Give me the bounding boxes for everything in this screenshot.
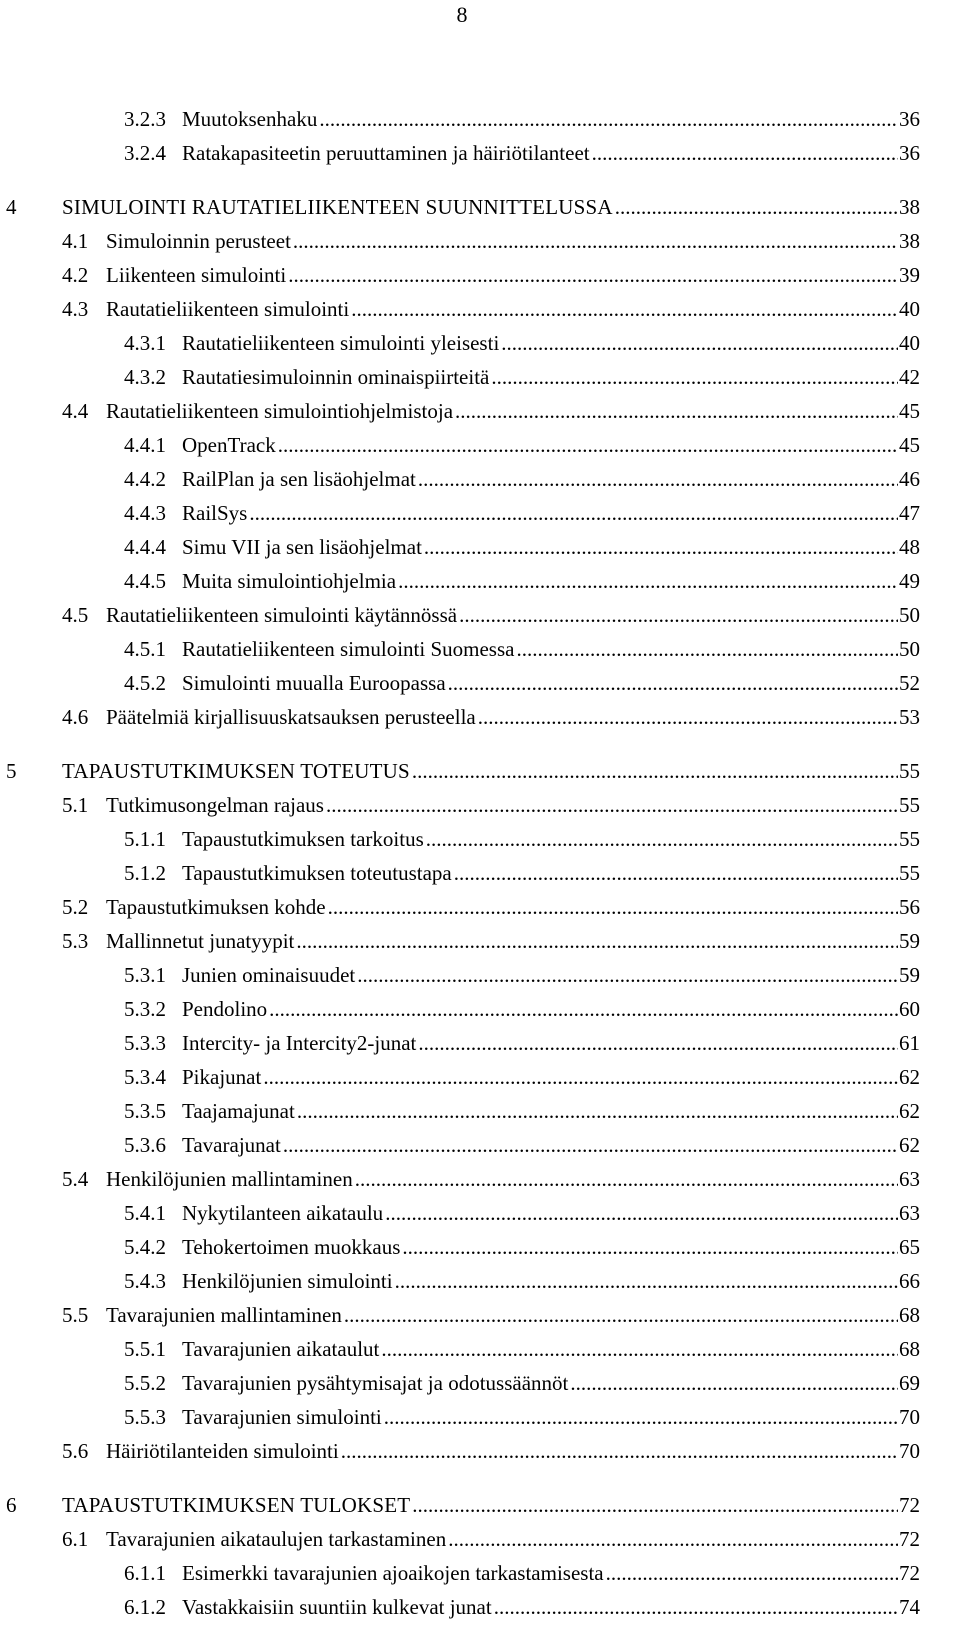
toc-entry-page[interactable]: 63: [898, 1164, 920, 1194]
dot-leader: [351, 294, 898, 324]
toc-entry-title[interactable]: Ratakapasiteetin peruuttaminen ja häiriötilanteet: [182, 138, 592, 168]
toc-entry-title[interactable]: Henkilöjunien mallintaminen: [106, 1164, 355, 1194]
toc-entry[interactable]: [0, 430, 960, 460]
toc-entry-number: 4.4.4: [124, 535, 166, 559]
dot-leader: [296, 926, 898, 956]
toc-entry[interactable]: [0, 1558, 960, 1588]
dot-leader: [263, 1062, 898, 1092]
dot-leader: [448, 1524, 898, 1554]
toc-entry-title[interactable]: Häiriötilanteiden simulointi: [106, 1436, 341, 1466]
toc-entry-title[interactable]: SIMULOINTI RAUTATIELIIKENTEEN SUUNNITTELUSSA: [62, 192, 615, 222]
toc-entry[interactable]: [0, 1266, 960, 1296]
toc-entry-number: 5.5.3: [124, 1405, 166, 1429]
toc-entry[interactable]: [0, 1028, 960, 1058]
toc-entry-page[interactable]: 70: [898, 1402, 920, 1432]
toc-entry-title[interactable]: TAPAUSTUTKIMUKSEN TULOKSET: [62, 1490, 412, 1520]
dot-leader: [381, 1334, 898, 1364]
toc-entry-number: 4.5: [62, 603, 89, 627]
toc-entry[interactable]: [0, 1164, 960, 1194]
toc-entry-page[interactable]: 74: [898, 1592, 920, 1622]
toc-entry-title[interactable]: Vastakkaisiin suuntiin kulkevat junat: [182, 1592, 494, 1622]
toc-entry-number: 6: [6, 1493, 17, 1517]
toc-entry-leader-line: [182, 1402, 920, 1432]
dot-leader: [501, 328, 898, 358]
toc-entry-title[interactable]: RailPlan ja sen lisäohjelmat: [182, 464, 418, 494]
toc-entry-page[interactable]: 36: [898, 138, 920, 168]
toc-entry-leader-line: [182, 1130, 920, 1160]
dot-leader: [278, 430, 898, 460]
toc-entry[interactable]: [0, 858, 960, 888]
dot-leader: [357, 960, 898, 990]
toc-entry-number: 3.2.3: [124, 107, 166, 131]
dot-leader: [412, 756, 898, 786]
toc-entry-number: 4.5.2: [124, 671, 166, 695]
toc-entry-title[interactable]: Tapaustutkimuksen kohde: [106, 892, 328, 922]
toc-entry-title[interactable]: Tapaustutkimuksen toteutustapa: [182, 858, 454, 888]
dot-leader: [355, 1164, 898, 1194]
toc-entry-title[interactable]: Tavarajunien aikataulut: [182, 1334, 381, 1364]
toc-entry-page[interactable]: 62: [898, 1096, 920, 1126]
toc-entry-number: 6.1: [62, 1527, 89, 1551]
toc-entry-title[interactable]: Esimerkki tavarajunien ajoaikojen tarkastamisesta: [182, 1558, 606, 1588]
toc-entry-title[interactable]: Liikenteen simulointi: [106, 260, 288, 290]
toc-entry-title[interactable]: Tavarajunat: [182, 1130, 283, 1160]
toc-entry-page[interactable]: 60: [898, 994, 920, 1024]
toc-entry-leader-line: [62, 756, 920, 786]
toc-entry-leader-line: [182, 994, 920, 1024]
toc-entry-number: 5.3.6: [124, 1133, 166, 1157]
toc-entry-leader-line: [182, 1266, 920, 1296]
toc-entry-number: 4.1: [62, 229, 89, 253]
toc-entry-number: 5.1.1: [124, 827, 166, 851]
toc-entry-title[interactable]: Tavarajunien mallintaminen: [106, 1300, 344, 1330]
dot-leader: [319, 104, 898, 134]
toc-entry-page[interactable]: 50: [898, 600, 920, 630]
toc-entry[interactable]: [0, 1300, 960, 1330]
dot-leader: [384, 1402, 898, 1432]
toc-entry-page[interactable]: 72: [898, 1524, 920, 1554]
table-of-contents: [0, 104, 960, 1630]
dot-leader: [395, 1266, 898, 1296]
dot-leader: [328, 892, 898, 922]
toc-entry-leader-line: [182, 1334, 920, 1364]
toc-entry-page[interactable]: 40: [898, 294, 920, 324]
toc-entry-page[interactable]: 59: [898, 960, 920, 990]
dot-leader: [418, 1028, 898, 1058]
toc-entry-leader-line: [182, 1062, 920, 1092]
toc-entry[interactable]: [0, 702, 960, 732]
toc-entry-page[interactable]: 61: [898, 1028, 920, 1058]
toc-entry-page[interactable]: 38: [898, 192, 920, 222]
toc-entry[interactable]: [0, 498, 960, 528]
toc-entry-leader-line: [106, 1300, 920, 1330]
toc-entry[interactable]: [0, 396, 960, 426]
toc-entry-leader-line: [182, 532, 920, 562]
toc-entry-leader-line: [182, 362, 920, 392]
toc-entry-page[interactable]: 68: [898, 1334, 920, 1364]
toc-entry-title[interactable]: Simulointi muualla Euroopassa: [182, 668, 448, 698]
toc-entry-title[interactable]: Tehokertoimen muokkaus: [182, 1232, 402, 1262]
toc-entry-leader-line: [182, 498, 920, 528]
toc-entry-number: 3.2.4: [124, 141, 166, 165]
dot-leader: [297, 1096, 898, 1126]
dot-leader: [293, 226, 898, 256]
toc-entry-leader-line: [106, 1436, 920, 1466]
toc-entry-leader-line: [106, 790, 920, 820]
toc-entry-page[interactable]: 36: [898, 104, 920, 134]
toc-entry-leader-line: [182, 138, 920, 168]
toc-entry-number: 5.1.2: [124, 861, 166, 885]
toc-entry-title[interactable]: Rautatiesimuloinnin ominaispiirteitä: [182, 362, 491, 392]
toc-entry-title[interactable]: Rautatieliikenteen simulointi käytännössä: [106, 600, 459, 630]
toc-entry-leader-line: [106, 702, 920, 732]
toc-entry[interactable]: [0, 994, 960, 1024]
toc-entry-number: 5.5.1: [124, 1337, 166, 1361]
toc-entry-page[interactable]: 70: [898, 1436, 920, 1466]
toc-entry[interactable]: [0, 1232, 960, 1262]
toc-entry-title[interactable]: Tavarajunien simulointi: [182, 1402, 384, 1432]
dot-leader: [326, 790, 898, 820]
toc-entry-title[interactable]: Simuloinnin perusteet: [106, 226, 293, 256]
toc-entry[interactable]: [0, 104, 960, 134]
toc-entry-leader-line: [182, 1592, 920, 1622]
toc-entry-page[interactable]: 45: [898, 396, 920, 426]
toc-entry-title[interactable]: Rautatieliikenteen simulointi Suomessa: [182, 634, 516, 664]
toc-entry-number: 5.5.2: [124, 1371, 166, 1395]
toc-entry-leader-line: [182, 1198, 920, 1228]
toc-entry[interactable]: [0, 668, 960, 698]
dot-leader: [398, 566, 898, 596]
toc-entry-number: 4.4.3: [124, 501, 166, 525]
dot-leader: [283, 1130, 898, 1160]
toc-entry[interactable]: [0, 226, 960, 256]
toc-entry-page[interactable]: 72: [898, 1490, 920, 1520]
toc-entry-page[interactable]: 45: [898, 430, 920, 460]
toc-entry[interactable]: [0, 790, 960, 820]
dot-leader: [418, 464, 898, 494]
toc-entry[interactable]: [0, 1368, 960, 1398]
toc-entry-leader-line: [182, 858, 920, 888]
toc-entry-leader-line: [182, 824, 920, 854]
toc-entry-page[interactable]: 42: [898, 362, 920, 392]
toc-entry[interactable]: [0, 362, 960, 392]
toc-entry-leader-line: [182, 960, 920, 990]
toc-entry-page[interactable]: 59: [898, 926, 920, 956]
toc-entry-page[interactable]: 68: [898, 1300, 920, 1330]
toc-entry-page[interactable]: 53: [898, 702, 920, 732]
dot-leader: [494, 1592, 898, 1622]
toc-entry-number: 4: [6, 195, 17, 219]
toc-entry[interactable]: [0, 1096, 960, 1126]
dot-leader: [426, 824, 898, 854]
toc-entry-title[interactable]: Muita simulointiohjelmia: [182, 566, 398, 596]
page-number: 8: [456, 2, 468, 27]
toc-entry-page[interactable]: 46: [898, 464, 920, 494]
toc-entry-leader-line: [106, 294, 920, 324]
toc-entry-title[interactable]: Mallinnetut junatyypit: [106, 926, 296, 956]
toc-entry[interactable]: [0, 926, 960, 956]
toc-entry-number: 5.3.3: [124, 1031, 166, 1055]
toc-entry[interactable]: [0, 1334, 960, 1364]
dot-leader: [402, 1232, 898, 1262]
toc-entry-page[interactable]: 66: [898, 1266, 920, 1296]
dot-leader: [592, 138, 898, 168]
toc-entry-number: 5.5: [62, 1303, 89, 1327]
toc-entry-page[interactable]: 55: [898, 790, 920, 820]
toc-entry-leader-line: [182, 1232, 920, 1262]
toc-entry[interactable]: [0, 1436, 960, 1466]
toc-entry-number: 5.4.2: [124, 1235, 166, 1259]
toc-entry-page[interactable]: 55: [898, 824, 920, 854]
toc-entry-number: 4.4.1: [124, 433, 166, 457]
dot-leader: [385, 1198, 898, 1228]
toc-entry-page[interactable]: 39: [898, 260, 920, 290]
toc-entry-number: 5.1: [62, 793, 89, 817]
toc-entry-number: 5.4.1: [124, 1201, 166, 1225]
toc-entry-leader-line: [182, 464, 920, 494]
toc-entry-number: 5.3.2: [124, 997, 166, 1021]
toc-entry-title[interactable]: Nykytilanteen aikataulu: [182, 1198, 385, 1228]
toc-entry[interactable]: [0, 138, 960, 168]
toc-entry-leader-line: [106, 226, 920, 256]
toc-entry[interactable]: [0, 1490, 960, 1520]
toc-entry[interactable]: [0, 294, 960, 324]
toc-entry[interactable]: [0, 566, 960, 596]
toc-entry[interactable]: [0, 464, 960, 494]
toc-entry-leader-line: [182, 104, 920, 134]
toc-entry[interactable]: [0, 192, 960, 222]
toc-entry-number: 5.2: [62, 895, 89, 919]
toc-entry-title[interactable]: Junien ominaisuudet: [182, 960, 357, 990]
toc-entry-title[interactable]: Tutkimusongelman rajaus: [106, 790, 326, 820]
toc-entry-number: 5.4: [62, 1167, 89, 1191]
toc-entry-page[interactable]: 56: [898, 892, 920, 922]
toc-entry-page[interactable]: 55: [898, 858, 920, 888]
toc-entry-leader-line: [182, 1368, 920, 1398]
toc-entry-leader-line: [182, 328, 920, 358]
dot-leader: [341, 1436, 898, 1466]
dot-leader: [491, 362, 898, 392]
toc-entry-number: 4.4: [62, 399, 89, 423]
toc-entry-title[interactable]: RailSys: [182, 498, 249, 528]
toc-entry-leader-line: [182, 1558, 920, 1588]
toc-entry-number: 5.3.1: [124, 963, 166, 987]
dot-leader: [454, 858, 898, 888]
toc-entry-leader-line: [62, 1490, 920, 1520]
toc-entry[interactable]: [0, 328, 960, 358]
toc-entry-title[interactable]: Rautatieliikenteen simulointiohjelmistoja: [106, 396, 455, 426]
toc-entry-page[interactable]: 72: [898, 1558, 920, 1588]
toc-entry-title[interactable]: Rautatieliikenteen simulointi yleisesti: [182, 328, 501, 358]
toc-entry[interactable]: [0, 892, 960, 922]
toc-entry-page[interactable]: 55: [898, 756, 920, 786]
toc-entry-leader-line: [62, 192, 920, 222]
toc-entry-number: 5.3.5: [124, 1099, 166, 1123]
toc-entry-page[interactable]: 65: [898, 1232, 920, 1262]
toc-entry-page[interactable]: 40: [898, 328, 920, 358]
toc-entry-page[interactable]: 48: [898, 532, 920, 562]
dot-leader: [344, 1300, 898, 1330]
toc-entry[interactable]: [0, 634, 960, 664]
dot-leader: [516, 634, 898, 664]
toc-entry-leader-line: [106, 1164, 920, 1194]
dot-leader: [288, 260, 898, 290]
toc-entry-number: 5.3: [62, 929, 89, 953]
toc-entry[interactable]: [0, 1592, 960, 1622]
toc-entry-number: 5.3.4: [124, 1065, 166, 1089]
toc-entry-page[interactable]: 50: [898, 634, 920, 664]
toc-entry-leader-line: [106, 1524, 920, 1554]
toc-entry-title[interactable]: Muutoksenhaku: [182, 104, 319, 134]
toc-entry-number: 6.1.2: [124, 1595, 166, 1619]
toc-entry-title[interactable]: Simu VII ja sen lisäohjelmat: [182, 532, 424, 562]
toc-entry-page[interactable]: 62: [898, 1062, 920, 1092]
toc-entry-page[interactable]: 49: [898, 566, 920, 596]
toc-entry-leader-line: [106, 396, 920, 426]
dot-leader: [570, 1368, 898, 1398]
toc-entry-leader-line: [182, 668, 920, 698]
toc-entry-page[interactable]: 47: [898, 498, 920, 528]
dot-leader: [448, 668, 898, 698]
toc-entry[interactable]: [0, 260, 960, 290]
toc-entry-title[interactable]: Pendolino: [182, 994, 269, 1024]
toc-entry[interactable]: [0, 1130, 960, 1160]
dot-leader: [424, 532, 898, 562]
toc-entry-leader-line: [106, 892, 920, 922]
toc-entry[interactable]: [0, 1198, 960, 1228]
toc-entry-title[interactable]: Päätelmiä kirjallisuuskatsauksen perusteella: [106, 702, 478, 732]
toc-entry-page[interactable]: 69: [898, 1368, 920, 1398]
toc-entry[interactable]: [0, 756, 960, 786]
toc-entry-leader-line: [182, 1028, 920, 1058]
toc-entry-title[interactable]: Rautatieliikenteen simulointi: [106, 294, 351, 324]
dot-leader: [478, 702, 898, 732]
toc-entry-number: 4.3.2: [124, 365, 166, 389]
toc-entry-title[interactable]: OpenTrack: [182, 430, 278, 460]
dot-leader: [615, 192, 898, 222]
toc-entry-title[interactable]: Taajamajunat: [182, 1096, 297, 1126]
dot-leader: [412, 1490, 898, 1520]
toc-entry-number: 5.4.3: [124, 1269, 166, 1293]
dot-leader: [249, 498, 898, 528]
toc-entry-page[interactable]: 52: [898, 668, 920, 698]
dot-leader: [455, 396, 898, 426]
toc-entry-page[interactable]: 63: [898, 1198, 920, 1228]
toc-entry-leader-line: [106, 260, 920, 290]
dot-leader: [606, 1558, 898, 1588]
toc-entry-leader-line: [182, 566, 920, 596]
toc-entry-leader-line: [182, 430, 920, 460]
toc-entry[interactable]: [0, 960, 960, 990]
toc-entry[interactable]: [0, 1402, 960, 1432]
dot-leader: [459, 600, 898, 630]
toc-entry[interactable]: [0, 824, 960, 854]
toc-entry-title[interactable]: Pikajunat: [182, 1062, 263, 1092]
toc-entry[interactable]: [0, 600, 960, 630]
toc-entry-page[interactable]: 38: [898, 226, 920, 256]
toc-entry-number: 4.3: [62, 297, 89, 321]
toc-entry-leader-line: [182, 634, 920, 664]
dot-leader: [269, 994, 898, 1024]
toc-entry-number: 6.1.1: [124, 1561, 166, 1585]
toc-entry-number: 4.5.1: [124, 637, 166, 661]
toc-entry-number: 4.4.5: [124, 569, 166, 593]
toc-entry-number: 4.4.2: [124, 467, 166, 491]
toc-entry[interactable]: [0, 1524, 960, 1554]
toc-entry-leader-line: [182, 1096, 920, 1126]
toc-entry-number: 4.6: [62, 705, 89, 729]
toc-entry-title[interactable]: Tavarajunien pysähtymisajat ja odotussäännöt: [182, 1368, 570, 1398]
toc-entry-leader-line: [106, 926, 920, 956]
toc-entry-number: 5: [6, 759, 17, 783]
toc-entry-number: 4.2: [62, 263, 89, 287]
toc-entry-title[interactable]: Tavarajunien aikataulujen tarkastaminen: [106, 1524, 448, 1554]
toc-entry-title[interactable]: Henkilöjunien simulointi: [182, 1266, 395, 1296]
toc-entry-title[interactable]: TAPAUSTUTKIMUKSEN TOTEUTUS: [62, 756, 412, 786]
toc-entry-title[interactable]: Intercity- ja Intercity2-junat: [182, 1028, 418, 1058]
toc-entry[interactable]: [0, 532, 960, 562]
toc-entry[interactable]: [0, 1062, 960, 1092]
toc-entry-page[interactable]: 62: [898, 1130, 920, 1160]
toc-entry-leader-line: [106, 600, 920, 630]
toc-entry-title[interactable]: Tapaustutkimuksen tarkoitus: [182, 824, 426, 854]
toc-entry-number: 5.6: [62, 1439, 89, 1463]
toc-entry-number: 4.3.1: [124, 331, 166, 355]
